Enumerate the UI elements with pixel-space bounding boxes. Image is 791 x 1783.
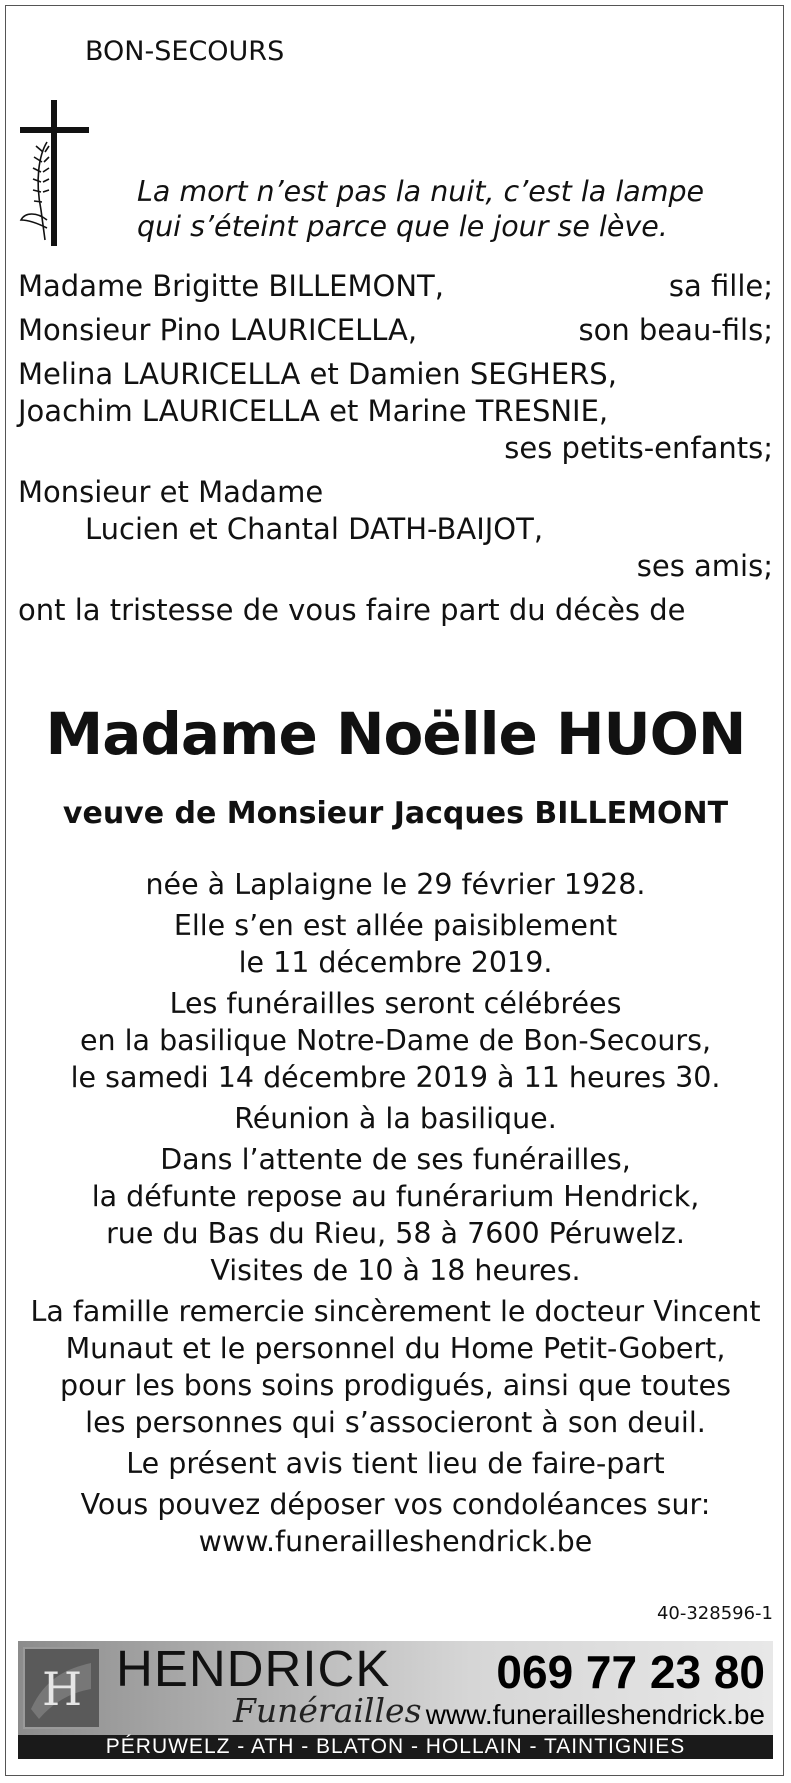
family-row-daughter <box>18 268 773 305</box>
deceased-name: Madame Noëlle HUON <box>45 700 746 768</box>
family-relation: ses petits-enfants; <box>504 431 773 465</box>
location-heading: BON-SECOURS <box>85 36 285 67</box>
thanks-line: La famille remercie sincèrement le docteur Vincent <box>30 1295 761 1328</box>
passed-line: Elle s’en est allée paisiblement <box>173 909 618 942</box>
brand-subtitle: Funérailles <box>233 1691 422 1730</box>
details-block <box>0 866 791 1560</box>
funeral-home-banner <box>18 1641 773 1759</box>
quote-line: qui s’éteint parce que le jour se lève. <box>137 210 668 243</box>
widow-of-line: veuve de Monsieur Jacques BILLEMONT <box>62 796 729 831</box>
brand-name: HENDRICK <box>116 1640 391 1697</box>
logo-letter: H <box>41 1662 83 1716</box>
family-relation: ses amis; <box>636 549 773 583</box>
passed-line: le 11 décembre 2019. <box>238 946 553 979</box>
cross-with-wheat-icon <box>17 100 92 250</box>
phone-number[interactable]: 069 77 23 80 <box>496 1646 765 1698</box>
funeral-line: Les funérailles seront célébrées <box>169 987 622 1020</box>
rest-line: Dans l’attente de ses funérailles, <box>160 1143 631 1176</box>
reference-number: 40-328596-1 <box>656 1603 773 1624</box>
meeting-line: Réunion à la basilique. <box>234 1102 557 1135</box>
family-relation: sa fille; <box>668 269 773 303</box>
family-list <box>18 268 773 629</box>
quote-line: La mort n’est pas la nuit, c’est la lampe <box>137 175 705 208</box>
friends-names: Lucien et Chantal DATH-BAIJOT, <box>85 512 544 546</box>
epitaph-quote <box>137 174 704 244</box>
grandchild-line: Melina LAURICELLA et Damien SEGHERS, <box>18 357 617 391</box>
family-relation: son beau-fils; <box>578 313 773 347</box>
funeral-line: en la basilique Notre-Dame de Bon-Secours, <box>79 1024 712 1057</box>
friends-line: Monsieur et Madame <box>18 475 324 509</box>
condolences-link[interactable]: www.funerailleshendrick.be <box>198 1525 593 1558</box>
announcement-line: ont la tristesse de vous faire part du décès de <box>18 593 686 627</box>
funeral-line: le samedi 14 décembre 2019 à 11 heures 30. <box>70 1061 721 1094</box>
rest-line: rue du Bas du Rieu, 58 à 7600 Péruwelz. <box>106 1217 685 1250</box>
towns-bar: PÉRUWELZ - ATH - BLATON - HOLLAIN - TAINTIGNIES <box>18 1735 773 1759</box>
notice-line: Le présent avis tient lieu de faire-part <box>126 1447 665 1480</box>
grandchild-line: Joachim LAURICELLA et Marine TRESNIE, <box>18 394 609 428</box>
thanks-line: les personnes qui s’associeront à son deuil. <box>85 1406 706 1439</box>
condolences-line: Vous pouvez déposer vos condoléances sur: <box>80 1488 711 1521</box>
thanks-line: pour les bons soins prodigués, ainsi que toutes <box>60 1369 731 1402</box>
family-name: Monsieur Pino LAURICELLA, <box>18 313 418 347</box>
rest-line: la défunte repose au funérarium Hendrick, <box>91 1180 700 1213</box>
hendrick-logo-icon <box>23 1647 101 1729</box>
thanks-line: Munaut et le personnel du Home Petit-Gobert, <box>65 1332 726 1365</box>
rest-line: Visites de 10 à 18 heures. <box>210 1254 581 1287</box>
family-name: Madame Brigitte BILLEMONT, <box>18 269 444 303</box>
family-row-son-in-law <box>18 312 773 349</box>
website-link[interactable]: www.funerailleshendrick.be <box>425 1699 765 1730</box>
birth-line: née à Laplaigne le 29 février 1928. <box>145 868 646 901</box>
